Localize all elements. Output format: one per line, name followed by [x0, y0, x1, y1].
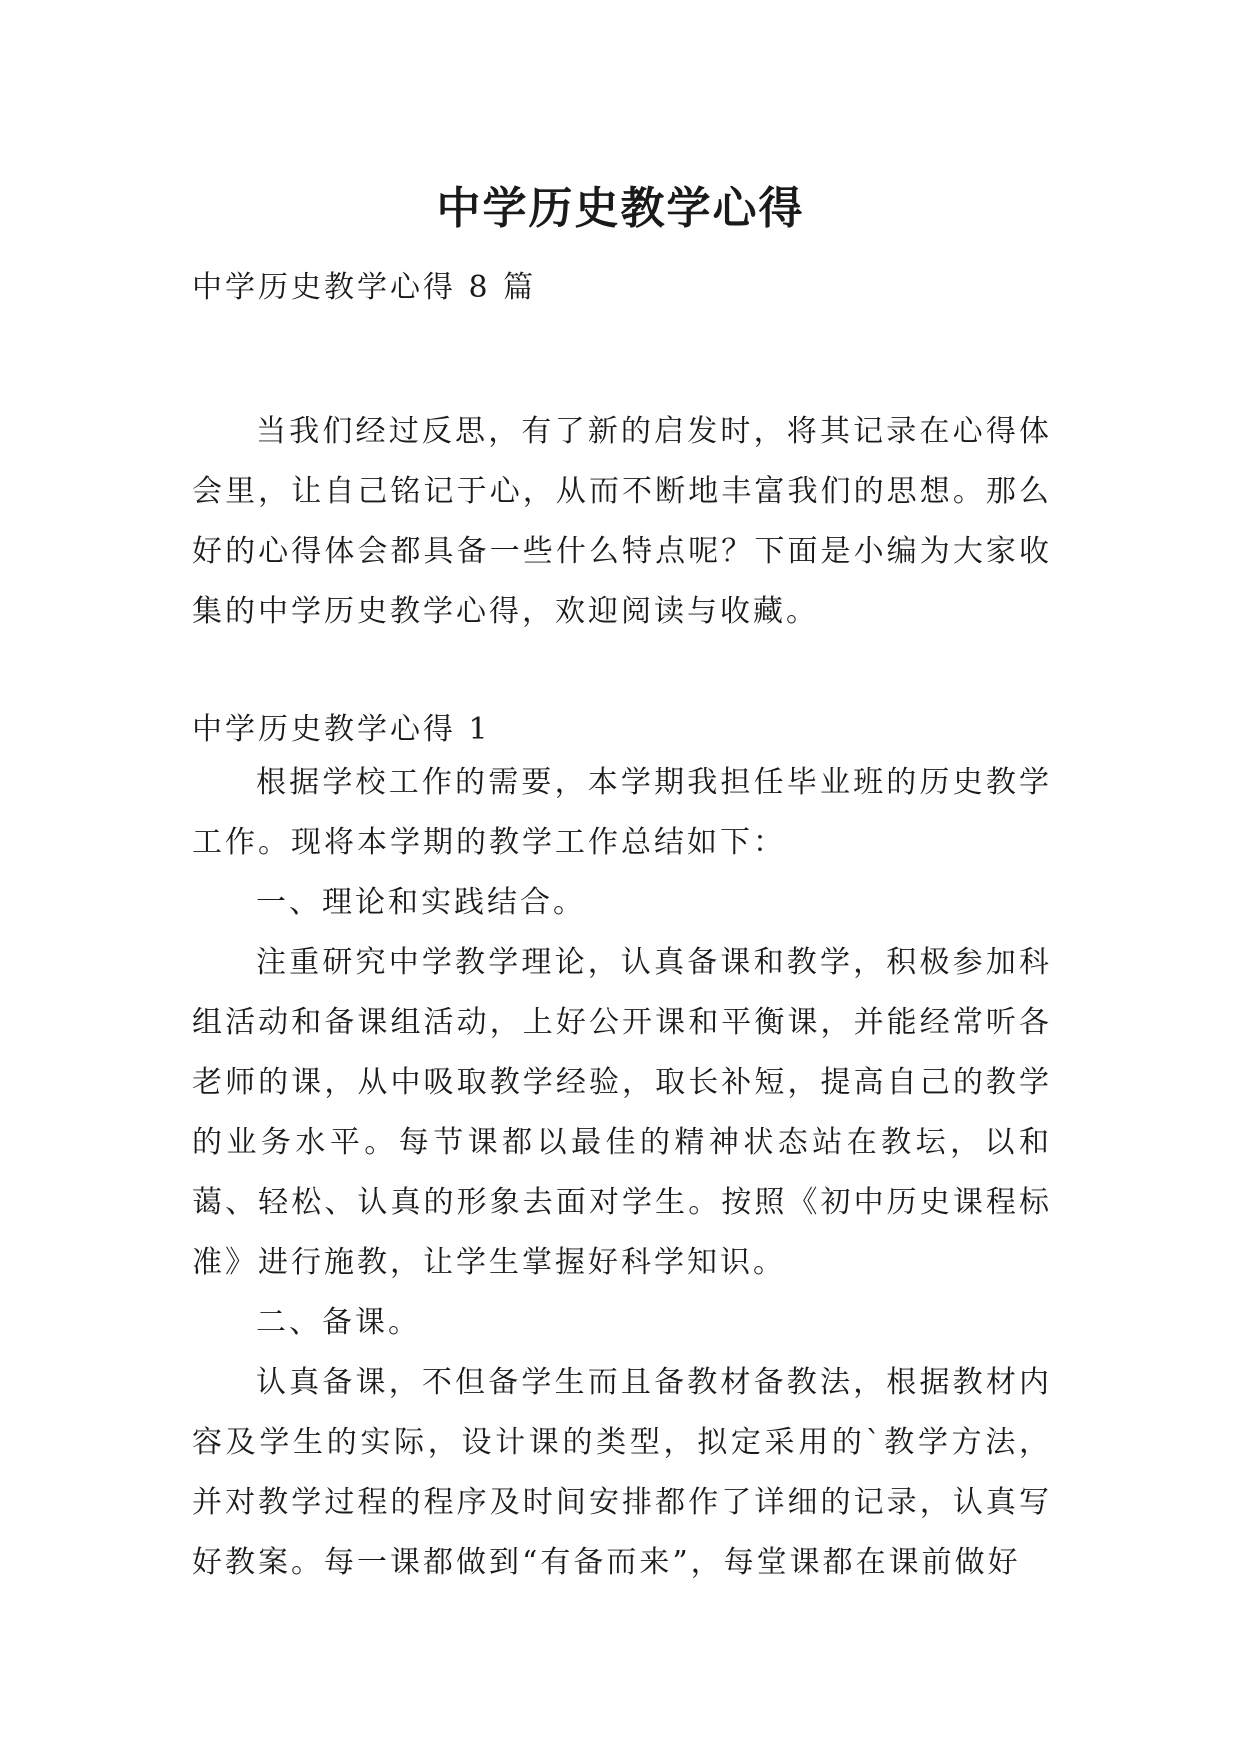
section-heading: 中学历史教学心得 1 — [192, 712, 491, 747]
body-paragraph: 二、备课。 — [256, 1305, 421, 1340]
document-title: 中学历史教学心得 — [436, 183, 805, 235]
body-paragraph: 注重研究中学教学理论，认真备课和教学，积极参加科组活动和备课组活动，上好公开课和平衡课，并能经常听各老师的课，从中吸取教学经验，取长补短，提高自己的教学的业务水平。每节课都以最佳的精神状态站在教坛，以和蔼、轻松、认真的形象去面对学生。按照《初中历史课程标准》进行施教，让学生掌握好科学知识。 — [192, 945, 1052, 1280]
body-paragraph: 一、理论和实践结合。 — [256, 885, 586, 920]
body-paragraph: 根据学校工作的需要，本学期我担任毕业班的历史教学工作。现将本学期的教学工作总结如下： — [192, 765, 1052, 860]
intro-paragraph: 当我们经过反思，有了新的启发时，将其记录在心得体会里，让自己铭记于心，从而不断地丰富我们的思想。那么好的心得体会都具备一些什么特点呢？下面是小编为大家收集的中学历史教学心得，欢迎阅读与收藏。 — [192, 414, 1052, 629]
body-paragraph: 认真备课，不但备学生而且备教材备教法，根据教材内容及学生的实际，设计课的类型，拟定采用的`教学方法，并对教学过程的程序及时间安排都作了详细的记录，认真写好教案。每一课都做到“有备而来”，每堂课都在课前做好 — [192, 1365, 1052, 1580]
document-subtitle: 中学历史教学心得 8 篇 — [192, 270, 537, 305]
section-body — [192, 753, 1052, 1593]
